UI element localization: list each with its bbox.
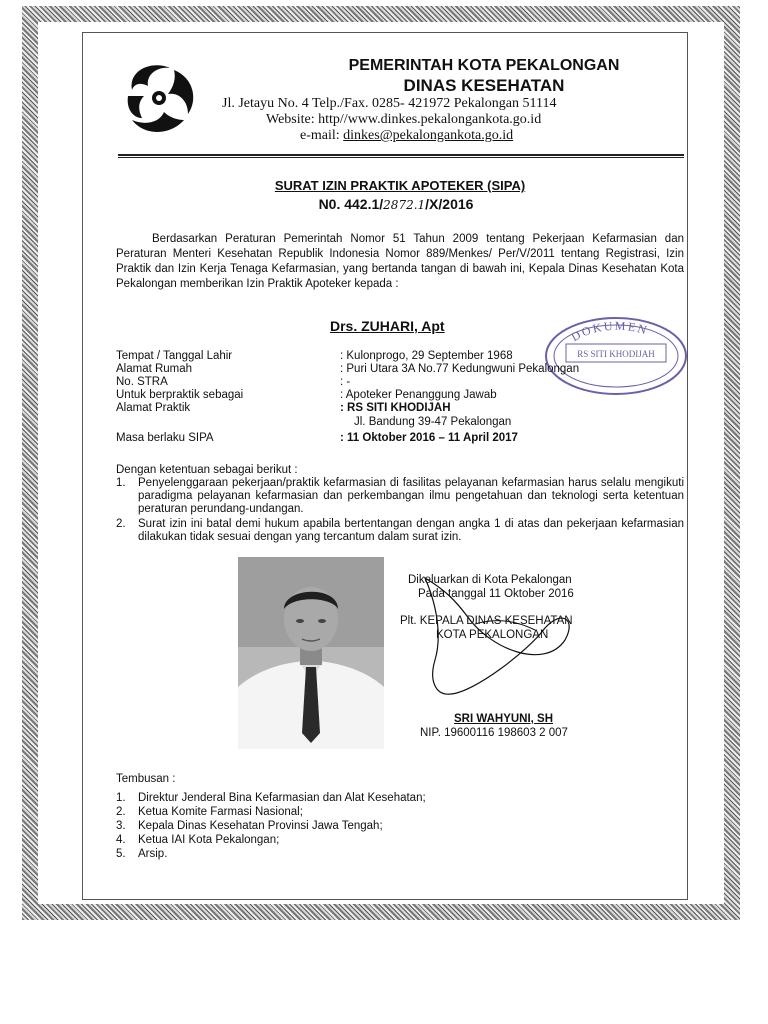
issued-place: Dikeluarkan di Kota Pekalongan — [408, 574, 572, 586]
person-photo-icon — [238, 557, 384, 749]
detail-label: Alamat Praktik — [116, 402, 191, 414]
list-number: 4. — [116, 834, 126, 846]
handwritten-signature-icon — [395, 570, 595, 700]
number-handwritten: 2872.1 — [383, 198, 426, 212]
list-number: 2. — [116, 518, 126, 530]
detail-label: Masa berlaku SIPA — [116, 432, 214, 444]
list-text: Penyelenggaraan pekerjaan/praktik kefarmasian di fasilitas pelayanan kefarmasian harus selalu mengikuti paradigma pelayanan kefarmasian dan perkembangan ilmu pengetahuan dan teknologi serta ketentuan peraturan perundang-undangan. — [138, 477, 684, 515]
website-label: Website: http// — [266, 112, 348, 127]
detail-label: Untuk berpraktik sebagai — [116, 389, 244, 401]
cc-heading: Tembusan : — [116, 773, 176, 785]
detail-label: Alamat Rumah — [116, 363, 193, 375]
conditions-list — [116, 477, 684, 546]
detail-label: No. STRA — [116, 376, 168, 388]
email-link[interactable]: dinkes@pekalongankota.go.id — [343, 128, 514, 143]
list-number: 1. — [116, 477, 126, 489]
applicant-photo — [238, 557, 384, 749]
list-number: 3. — [116, 820, 126, 832]
detail-value: : - — [340, 376, 351, 388]
cc-list — [116, 791, 426, 861]
list-number: 5. — [116, 848, 126, 860]
list-number: 1. — [116, 792, 126, 804]
stamp-middle-text: RS SITI KHODIJAH — [577, 349, 655, 359]
recipient-name: Drs. ZUHARI, Apt — [330, 318, 445, 334]
website-line — [266, 112, 768, 128]
stamp-top-text: DOKUMEN — [568, 318, 651, 345]
list-item — [116, 819, 426, 833]
department-name: DINAS KESEHATAN — [403, 76, 565, 95]
detail-value: : 11 Oktober 2016 – 11 April 2017 — [340, 432, 518, 444]
detail-value: : Kulonprogo, 29 September 1968 — [340, 350, 513, 362]
office-address: Jl. Jetayu No. 4 Telp./Fax. 0285- 421972 Pekalongan 51114 — [222, 96, 557, 111]
number-prefix: N0. 442.1/ — [318, 196, 384, 212]
signer-nip: NIP. 19600116 198603 2 007 — [420, 727, 568, 739]
list-text: Arsip. — [138, 848, 168, 860]
detail-value: : Apoteker Penanggung Jawab — [340, 389, 497, 401]
document-title: SURAT IZIN PRAKTIK APOTEKER (SIPA) — [274, 178, 526, 193]
list-text: Ketua IAI Kota Pekalongan; — [138, 834, 280, 846]
list-text: Direktur Jenderal Bina Kefarmasian dan Alat Kesehatan; — [138, 792, 426, 804]
list-item — [116, 518, 684, 544]
website-link[interactable]: www.dinkes.pekalongankota.go.id — [347, 112, 542, 127]
issued-date: Pada tanggal 11 Oktober 2016 — [418, 588, 574, 600]
list-item — [116, 477, 684, 516]
intro-paragraph: Berdasarkan Peraturan Pemerintah Nomor 51 Tahun 2009 tentang Pekerjaan Kefarmasian dan Peraturan Menteri Kesehatan Republik Indonesia Nomor 889/Menkes/ Per/V/2011 tentang Registrasi, Izin Praktik dan Izin Kerja Tenaga Kefarmasian, yang bertanda tangan di bawah ini, Kepala Dinas Kesehatan Kota Pekalongan memberikan Izin Praktik Apoteker kepada : — [116, 233, 684, 290]
detail-value: Jl. Bandung 39-47 Pekalongan — [354, 416, 512, 428]
document-number — [12, 196, 768, 212]
signer-position-city: KOTA PEKALONGAN — [436, 629, 549, 641]
list-item — [116, 805, 426, 819]
detail-label: Tempat / Tanggal Lahir — [116, 350, 233, 362]
signer-position: Plt. KEPALA DINAS KESEHATAN — [400, 615, 573, 627]
detail-value: : Puri Utara 3A No.77 Kedungwuni Pekalongan — [340, 363, 580, 375]
header-divider — [118, 154, 684, 156]
list-text: Kepala Dinas Kesehatan Provinsi Jawa Tengah; — [138, 820, 383, 832]
conditions-heading: Dengan ketentuan sebagai berikut : — [116, 464, 298, 476]
list-text: Surat izin ini batal demi hukum apabila bertentangan dengan angka 1 di atas dan pekerjaan kefarmasian dilakukan tidak sesuai dengan yang tercantum dalam surat izin. — [138, 518, 684, 543]
signer-name: SRI WAHYUNI, SH — [454, 713, 554, 725]
list-number: 2. — [116, 806, 126, 818]
list-item — [116, 847, 426, 861]
government-name: PEMERINTAH KOTA PEKALONGAN — [348, 57, 620, 74]
email-label: e-mail: — [300, 128, 344, 143]
list-item — [116, 833, 426, 847]
detail-value: : RS SITI KHODIJAH — [340, 402, 451, 414]
number-suffix: /X/2016 — [425, 196, 474, 212]
header-divider-thin — [118, 157, 684, 158]
email-line — [300, 128, 768, 144]
list-text: Ketua Komite Farmasi Nasional; — [138, 806, 303, 818]
list-item — [116, 791, 426, 805]
